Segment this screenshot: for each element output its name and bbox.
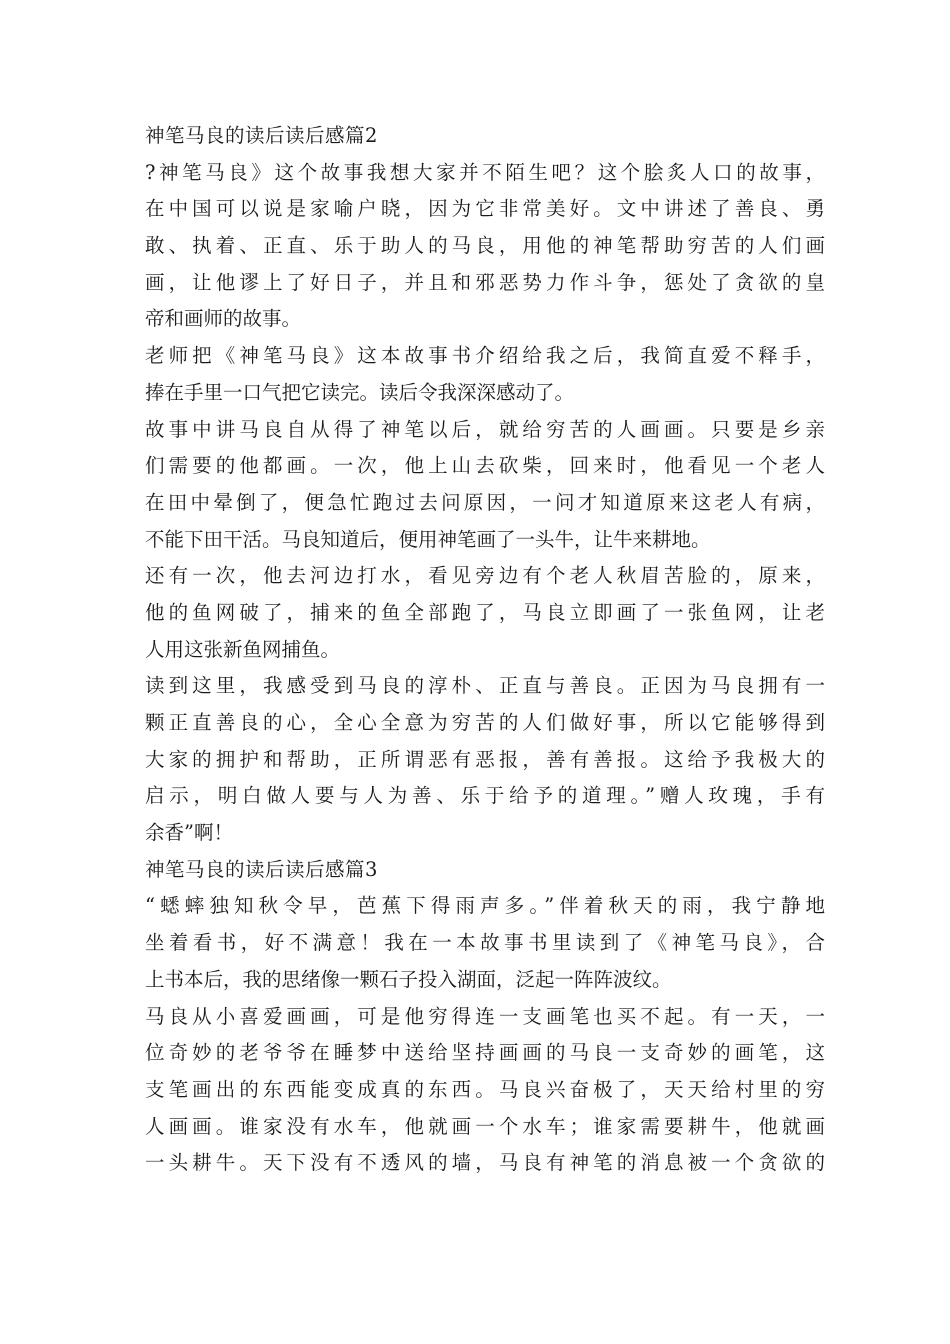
text-line: 们需要的他都画。一次，他上山去砍柴，回来时，他看见一个老人	[145, 454, 825, 478]
text-line: 一头耕牛。天下没有不透风的墙，马良有神笔的消息被一个贪欲的	[145, 1151, 825, 1175]
text-line: 大家的拥护和帮助，正所谓恶有恶报，善有善报。这给予我极大的	[145, 747, 825, 771]
text-line: 人用这张新鱼网捕鱼。	[145, 637, 341, 661]
text-line: 还有一次，他去河边打水，看见旁边有个老人秋眉苦脸的，原来，	[145, 564, 825, 588]
text-line: 他的鱼网破了，捕来的鱼全部跑了，马良立即画了一张鱼网，让老	[145, 600, 825, 624]
text-line: 马良从小喜爱画画，可是他穷得连一支画笔也买不起。有一天，一	[145, 1004, 825, 1028]
text-line: 画，让他谬上了好日子，并且和邪恶势力作斗争，惩处了贪欲的皇	[145, 270, 825, 294]
section-heading: 神笔马良的读后读后感篇2	[145, 124, 378, 147]
text-line: 老师把《神笔马良》这本故事书介绍给我之后，我简直爱不释手，	[145, 344, 825, 368]
text-line: 读到这里，我感受到马良的淳朴、正直与善良。正因为马良拥有一	[145, 674, 825, 698]
section-heading: 神笔马良的读后读后感篇3	[145, 857, 378, 881]
text-line: 余香”啊！	[145, 821, 233, 845]
text-line: ?神笔马良》这个故事我想大家并不陌生吧？这个脍炙人口的故事，	[145, 160, 825, 184]
text-line: 捧在手里一口气把它读完。读后令我深深感动了。	[145, 380, 575, 404]
text-line: 在中国可以说是家喻户晓，因为它非常美好。文中讲述了善良、勇	[145, 197, 825, 221]
text-line: 不能下田干活。马良知道后，便用神笔画了一头牛，让牛来耕地。	[145, 527, 711, 551]
text-line: 帝和画师的故事。	[145, 307, 302, 331]
text-line: 在田中晕倒了，便急忙跑过去问原因，一问才知道原来这老人有病，	[145, 490, 825, 514]
text-line: 人画画。谁家没有水车，他就画一个水车；谁家需要耕牛，他就画	[145, 1114, 825, 1138]
text-line: 敢、执着、正直、乐于助人的马良，用他的神笔帮助穷苦的人们画	[145, 234, 825, 258]
text-line: 支笔画出的东西能变成真的东西。马良兴奋极了，天天给村里的穷	[145, 1077, 825, 1101]
text-line: 坐着看书，好不满意！我在一本故事书里读到了《神笔马良》，合	[145, 931, 825, 955]
text-line: 上书本后，我的思绪像一颗石子投入湖面，泛起一阵阵波纹。	[145, 967, 672, 991]
text-line: 启示，明白做人要与人为善、乐于给予的道理。”赠人玫瑰，手有	[145, 784, 825, 808]
text-line: “蟋蟀独知秋令早，芭蕉下得雨声多。”伴着秋天的雨，我宁静地	[145, 894, 825, 918]
text-line: 颗正直善良的心，全心全意为穷苦的人们做好事，所以它能够得到	[145, 711, 825, 734]
document-body	[145, 118, 825, 1182]
text-line: 故事中讲马良自从得了神笔以后，就给穷苦的人画画。只要是乡亲	[145, 417, 825, 441]
text-line: 位奇妙的老爷爷在睡梦中送给坚持画画的马良一支奇妙的画笔，这	[145, 1041, 825, 1065]
